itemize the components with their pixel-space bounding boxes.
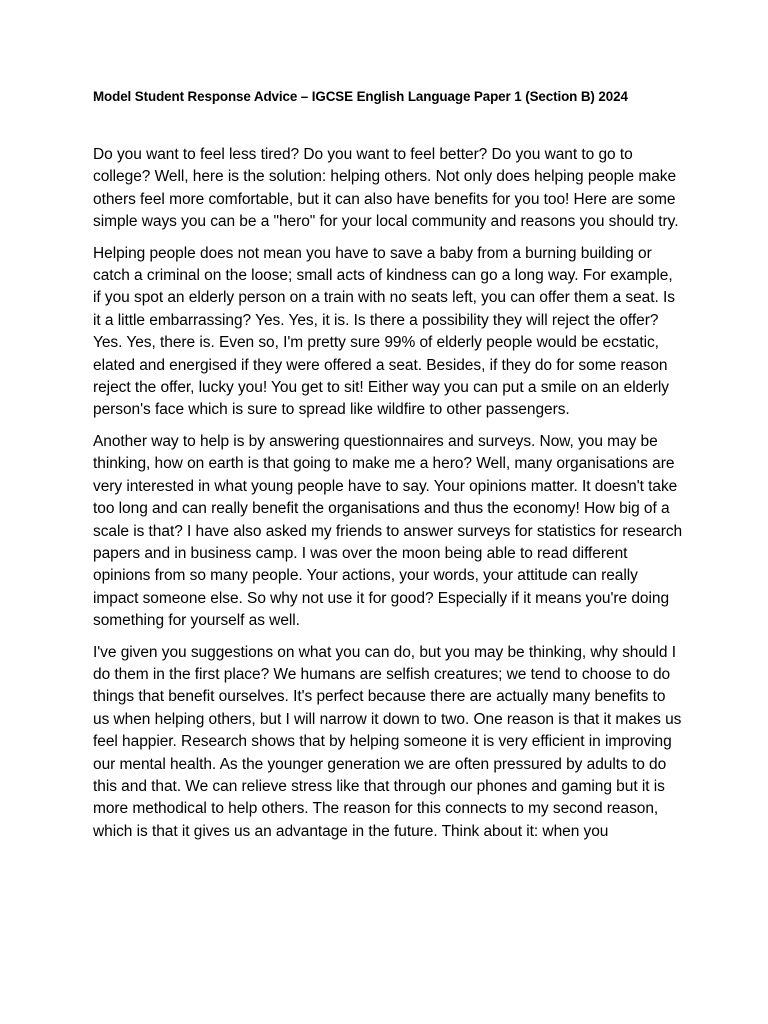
document-body — [93, 144, 683, 843]
document-page — [93, 88, 683, 852]
document-title: Model Student Response Advice – IGCSE English Language Paper 1 (Section B) 2024 — [93, 89, 628, 104]
paragraph-surveys: Another way to help is by answering questionnaires and surveys. Now, you may be thinking, how on earth is that going to make me a hero? Well, many organisations are very interested in what young people have to say. Your opinions matter. It doesn't take too long and can really benefit the organisations and thus the economy! How big of a scale is that? I have also asked my friends to answer surveys for statistics for research papers and in business camp. I was over the moon being able to read different opinions from so many people. Your actions, your words, your attitude can really impact someone else. So why not use it for good? Especially if it means you're doing something for yourself as well. — [93, 432, 683, 630]
paragraph-benefits: I've given you suggestions on what you can do, but you may be thinking, why should I do them in the first place? We humans are selfish creatures; we tend to choose to do things that benefit ourselves. It's perfect because there are actually many benefits to us when helping others, but I will narrow it down to two. One reason is that it makes us feel happier. Research shows that by helping someone it is very efficient in improving our mental health. As the younger generation we are often pressured by adults to do this and that. We can relieve stress like that through our phones and gaming but it is more methodical to help others. The reason for this connects to my second reason, which is that it gives us an advantage in the future. Think about it: when you — [93, 643, 682, 840]
paragraph-small-acts: Helping people does not mean you have to save a baby from a burning building or catch a criminal on the loose; small acts of kindness can go a long way. For example, if you spot an elderly person on a train with no seats left, you can offer them a seat. Is it a little embarrassing? Yes. Yes, it is. Is there a possibility they will reject the offer? Yes. Yes, there is. Even so, I'm pretty sure 99% of elderly people would be ecstatic, elated and energised if they were offered a seat. Besides, if they do for some reason reject the offer, lucky you! You get to sit! Either way you can put a smile on an elderly person's face which is sure to spread like wildfire to other passengers. — [93, 244, 675, 419]
paragraph-intro: Do you want to feel less tired? Do you want to feel better? Do you want to go to college? Well, here is the solution: helping others. Not only does helping people make others feel more comfortable, but it can also have benefits for you too! Here are some simple ways you can be a "hero" for your local community and reasons you should try. — [93, 146, 679, 231]
